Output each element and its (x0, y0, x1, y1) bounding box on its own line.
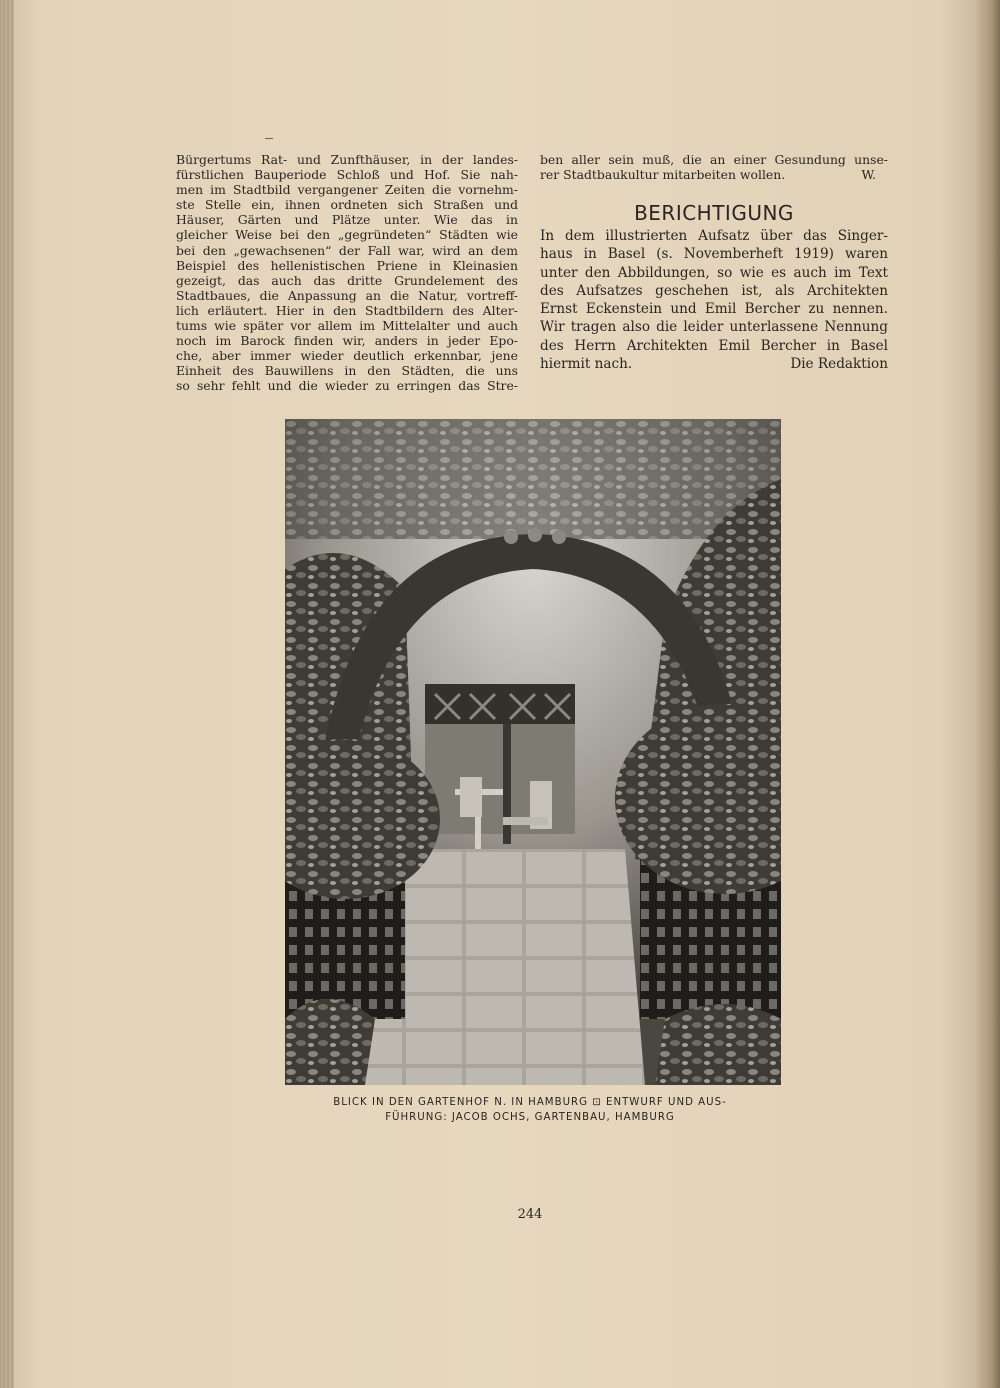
article-closing-line (540, 167, 888, 182)
article-text-continuation: ben aller sein muß, die an einer Gesundung unse- (540, 152, 888, 167)
right-text-column (540, 152, 888, 373)
article-text-continuation-last: rer Stadtbaukultur mitarbeiten wollen. (540, 167, 786, 183)
article-text-left: Bürgertums Rat- und Zunfthäuser, in der landes- fürstlichen Bauperiode Schloß und Hof. Sie nah- men im Stadtbild vergangener Zeiten die vornehm- ste Stelle ein, ihnen ordneten sich Straßen und Häuser, Gärten und Plätze unter. Wie das in gleicher Weise bei den „gegründeten“ Städten wie bei den „gewachsenen“ der Fall war, wird an dem Beispiel des hellenistischen Priene in Kleinasien gezeigt, das auch das dritte Grundelement des Stadtbaues, die Anpassung an die Natur, vortreff- lich erläutert. Hier in den Stadtbildern des Alter- tums wie später vor allem im Mittelalter und auch noch im Barock finden wir, anders in jeder Epo- che, aber immer wieder deutlich erkennbar, jene Einheit des Bauwillens in den Städten, die uns so sehr fehlt und die wieder zu erringen das Stre- (176, 152, 518, 394)
notice-signature: Die Redaktion (790, 355, 888, 372)
notice-last-line: hiermit nach. (540, 355, 633, 372)
left-text-column (176, 152, 518, 394)
article-signature: W. (861, 167, 876, 183)
page-stack-edge (0, 0, 14, 1388)
margin-mark (265, 138, 273, 139)
notice-heading: BERICHTIGUNG (634, 201, 794, 226)
notice-body: In dem illustrierten Aufsatz über das Singer- haus in Basel (s. Novemberheft 1919) waren unter den Abbildungen, so wie es auch im Text des Aufsatzes geschehen ist, als Architekten Ernst Eckenstein und Emil Bercher zu nennen. Wir tragen also die leider unterlassene Nennung des Herrn Architekten Emil Bercher in Basel (540, 228, 888, 354)
garden-courtyard-photo (285, 419, 781, 1085)
notice-closing-line (540, 355, 888, 373)
figure-caption: BLICK IN DEN GARTENHOF N. IN HAMBURG ⊡ ENTWURF UND AUS- FÜHRUNG: JACOB OCHS, GARTENBAU, HAMBURG (333, 1097, 727, 1123)
page-number: 244 (517, 1207, 543, 1222)
